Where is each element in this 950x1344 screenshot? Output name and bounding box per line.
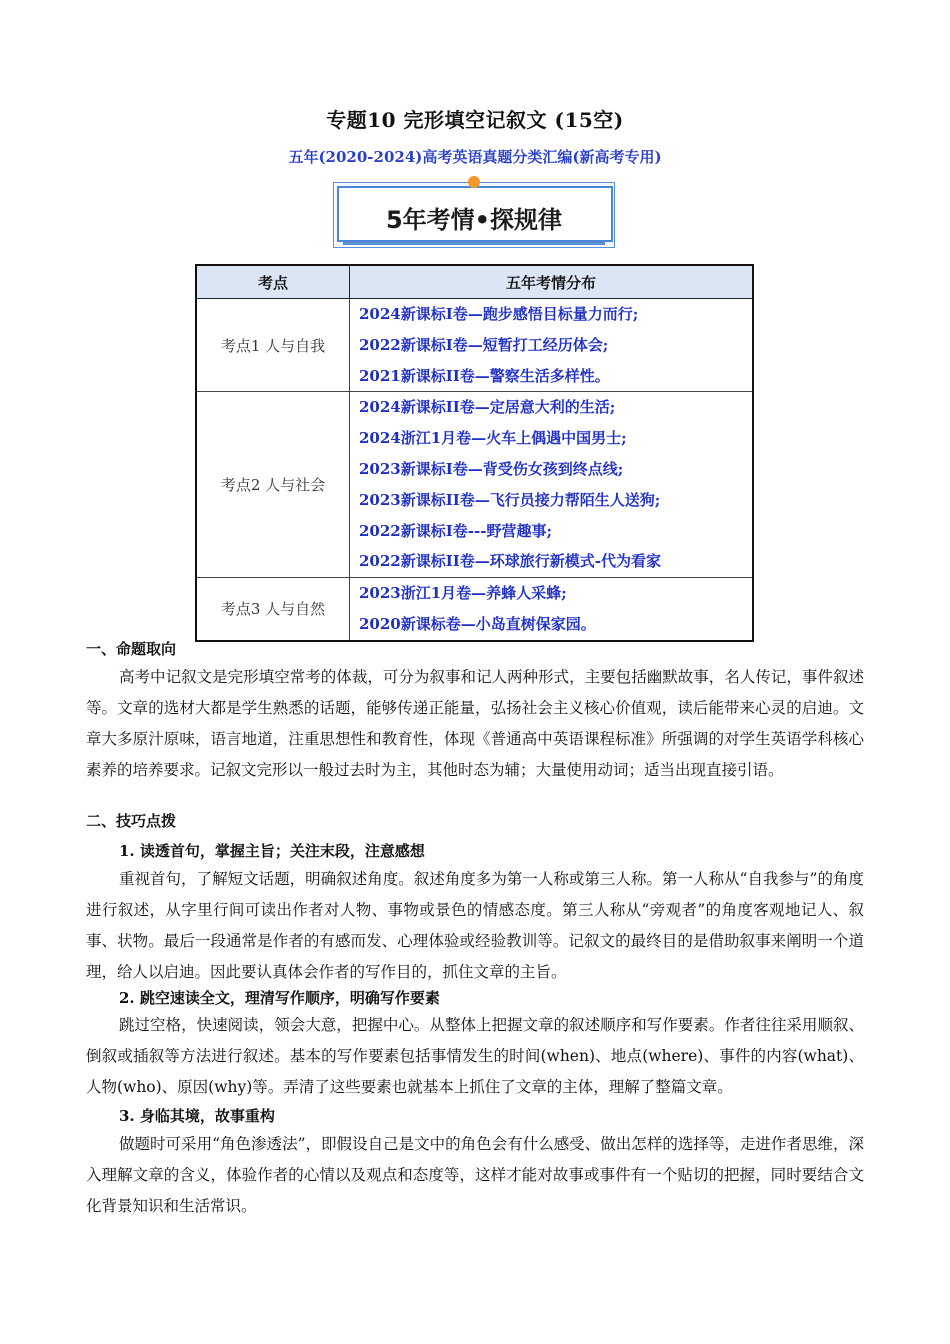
tip-2-heading: 2. 跳空速读全文，理清写作顺序，明确写作要素: [119, 989, 440, 1007]
list-item: 2023浙江1月卷—养蜂人采蜂;: [359, 584, 567, 603]
banner-text: 5年考情•探规律: [385, 206, 563, 234]
list-item: 2020新课标卷—小岛直树保家园。: [359, 614, 596, 633]
list-item: 2022新课标I卷—短暂打工经历体会;: [359, 335, 609, 354]
banner-dot-icon: [468, 176, 480, 188]
table-header-topic: 考点: [196, 265, 350, 299]
topic-cell: 考点3 人与自然: [196, 578, 350, 641]
section-1-paragraph: 高考中记叙文是完形填空常考的体裁，可分为叙事和记人两种形式，主要包括幽默故事，名人传记，事件叙述等。文章的选材大都是学生熟悉的话题，能够传递正能量，弘扬社会主义核心价值观，读后能带来心灵的启迪。文章大多原汁原味，语言地道，注重思想性和教育性，体现《普通高中英语课程标准》所强调的对学生英语学科核心素养的培养要求。记叙文完形以一般过去时为主，其他时态为辅；大量使用动词；适当出现直接引语。: [86, 668, 864, 779]
list-item: 2024浙江1月卷—火车上偶遇中国男士;: [359, 429, 627, 448]
list-item: 2022新课标II卷—环球旅行新模式-代为看家: [359, 552, 662, 571]
section-heading-2: 二、技巧点拨: [86, 812, 177, 830]
page-subtitle: 五年(2020-2024)高考英语真题分类汇编(新高考专用): [288, 148, 662, 166]
tip-3-heading: 3. 身临其境，故事重构: [119, 1107, 275, 1125]
table-header-row: [196, 265, 753, 299]
section-banner: [333, 182, 615, 248]
exam-topics-table: [195, 264, 754, 642]
list-item: 2023新课标I卷—背受伤女孩到终点线;: [359, 459, 624, 478]
table-header-distribution: 五年考情分布: [350, 265, 754, 299]
items-cell: [350, 392, 754, 578]
items-cell: [350, 299, 754, 392]
page-title: 专题10 完形填空记叙文 (15空): [326, 108, 624, 132]
table-row: [196, 578, 753, 641]
tip-1-heading: 1. 读透首句，掌握主旨；关注末段，注意感想: [119, 842, 425, 860]
list-item: 2024新课标II卷—定居意大利的生活;: [359, 398, 616, 417]
list-item: 2024新课标I卷—跑步感悟目标量力而行;: [359, 305, 639, 323]
tip-1-paragraph: 重视首句，了解短文话题，明确叙述角度。叙述角度多为第一人称或第三人称。第一人称从“自我参与”的角度进行叙述，从字里行间可读出作者对人物、事物或景色的情感态度。第三人称从“旁观者”的角度客观地记人、叙事、状物。最后一段通常是作者的有感而发、心理体验或经验教训等。记叙文的最终目的是借助叙事来阐明一个道理，给人以启迪。因此要认真体会作者的写作目的，抓住文章的主旨。: [86, 870, 864, 981]
banner-underline: [343, 242, 605, 245]
section-heading-1: 一、命题取向: [86, 640, 177, 658]
list-item: 2023新课标II卷—飞行员接力帮陌生人送狗;: [359, 490, 661, 509]
tip-3-paragraph: 做题时可采用“角色渗透法”，即假设自己是文中的角色会有什么感受、做出怎样的选择等，走进作者思维，深入理解文章的含义，体验作者的心情以及观点和态度等，这样才能对故事或事件有一个贴切的把握，同时要结合文化背景知识和生活常识。: [86, 1135, 864, 1215]
table-row: [196, 299, 753, 392]
topic-cell: 考点2 人与社会: [196, 392, 350, 578]
items-cell: [350, 578, 754, 641]
list-item: 2021新课标II卷—警察生活多样性。: [359, 366, 610, 385]
list-item: 2022新课标I卷---野营趣事;: [359, 521, 552, 540]
tip-2-paragraph: 跳过空格，快速阅读，领会大意，把握中心。从整体上把握文章的叙述顺序和写作要素。作者往往采用顺叙、倒叙或插叙等方法进行叙述。基本的写作要素包括事情发生的时间(when)、地点(where)、事件的内容(what)、人物(who)、原因(why)等。弄清了这些要素也就基本上抓住了文章的主体，理解了整篇文章。: [86, 1016, 864, 1096]
table-row: [196, 392, 753, 578]
topic-cell: 考点1 人与自我: [196, 299, 350, 392]
